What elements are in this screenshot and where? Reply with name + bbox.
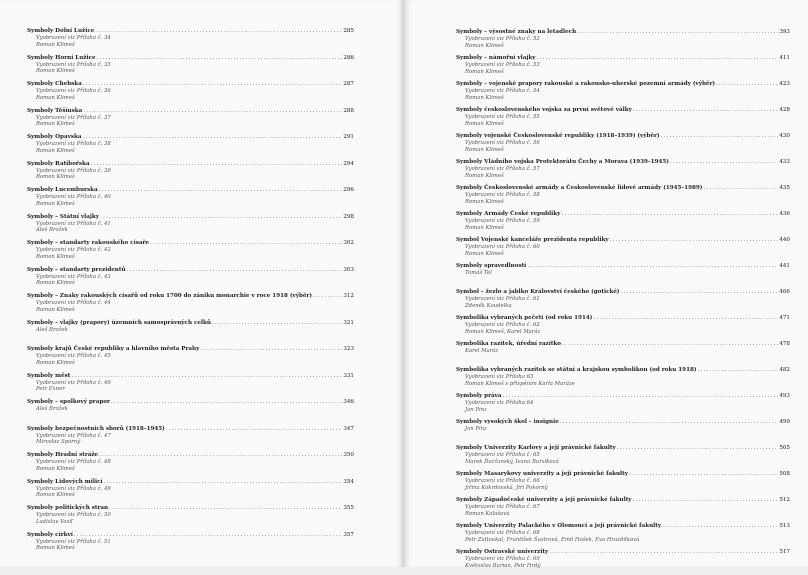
toc-entry xyxy=(456,237,790,263)
entry-title: Symboly – vlajky (prapory) územních samosprávných celků xyxy=(27,319,211,326)
entry-author: Roman Klimeš xyxy=(36,545,75,552)
page-number: 513 xyxy=(779,523,790,529)
entry-author: Roman Klimeš xyxy=(36,121,75,128)
entry-author: Roman Klimeš xyxy=(36,253,75,260)
page-number: 285 xyxy=(343,28,354,34)
dot-leader xyxy=(633,497,779,504)
toc-entry xyxy=(456,471,790,497)
entry-author: Roman Klimeš xyxy=(36,41,75,48)
entry-note: Vyobrazení viz Příloha č. 39 xyxy=(36,167,111,174)
entry-note: Vyobrazení viz Příloha č. 61 xyxy=(465,296,540,303)
dot-leader xyxy=(503,393,779,400)
entry-title: Symboly měst xyxy=(27,372,71,379)
entry-note: Vyobrazení viz Příloha č. 34 xyxy=(36,35,111,42)
page-number: 512 xyxy=(779,497,790,503)
toc-entry-row xyxy=(27,320,354,327)
entry-title: Symboly Ratibořska xyxy=(27,160,90,167)
entry-title: Symboly Ostravské univerzity xyxy=(456,549,549,555)
entry-note: Vyobrazení viz Příloha č. 40 xyxy=(36,194,111,201)
entry-title: Symboly – výsostné znaky na letadlech xyxy=(456,29,577,35)
dot-leader xyxy=(212,320,342,327)
entry-title: Symboly – spolkový prapor xyxy=(27,399,110,405)
toc-entry-row xyxy=(27,399,354,406)
entry-note: Vyobrazení viz Příloha č. 59 xyxy=(465,218,540,225)
entry-author: Roman Klimeš xyxy=(36,200,75,207)
entry-title: Symboly – standarty rakouského císaře xyxy=(27,240,149,246)
page-number: 482 xyxy=(779,367,790,373)
page-number: 331 xyxy=(343,372,354,379)
entry-title: Symboly krajů České republiky a hlavního města Prahy xyxy=(27,346,200,352)
page-number: 393 xyxy=(779,29,790,35)
toc-entry-row xyxy=(27,267,354,274)
entry-author: Roman Klimeš xyxy=(36,174,75,181)
table-of-contents-left xyxy=(27,28,354,558)
entry-note: Vyobrazení viz Příloha č. 46 xyxy=(36,379,111,386)
entry-author: Roman Klimeš xyxy=(465,146,504,153)
entry-note: Vyobrazení viz Příloha č. 45 xyxy=(36,353,111,360)
entry-title: Symboly Hradní stráže xyxy=(27,452,99,458)
entry-author: Roman Kalašová xyxy=(465,510,510,517)
toc-entry xyxy=(27,399,354,426)
entry-note: Vyobrazení viz Příloha 63 xyxy=(465,374,534,381)
entry-note: Vyobrazení viz Příloha č. 57 xyxy=(465,166,540,173)
entry-title: Symboly Lidových milicí xyxy=(27,478,103,485)
dot-leader xyxy=(633,107,778,114)
entry-note: Vyobrazení viz Příloha č. 51 xyxy=(36,538,111,545)
toc-entry-row xyxy=(27,108,354,115)
page-number: 294 xyxy=(343,160,354,167)
toc-entry xyxy=(456,55,790,81)
entry-author: Roman Klimeš xyxy=(36,280,75,287)
entry-author: Tomáš Tel xyxy=(465,270,492,277)
page-number: 291 xyxy=(343,134,354,140)
page-number: 508 xyxy=(779,471,790,477)
toc-entry xyxy=(456,29,790,55)
entry-author: Roman Klimeš xyxy=(36,492,75,499)
entry-note: Vyobrazení viz Příloha č. 65 xyxy=(465,452,540,459)
entry-note: Vyobrazení viz Příloha č. 47 xyxy=(36,432,111,439)
entry-author: Jan Pinz xyxy=(465,426,487,433)
dot-leader xyxy=(99,452,342,459)
entry-note: Vyobrazení viz Příloha č. 49 xyxy=(36,485,111,492)
entry-note: Vyobrazení viz Příloha č. 60 xyxy=(465,244,540,251)
dot-leader xyxy=(661,133,779,140)
dot-leader xyxy=(95,28,342,35)
entry-title: Symboly – Znaky rakouských císařů od roku 1700 do zániku monarchie v roce 1918 (výběr) xyxy=(27,293,313,299)
entry-note: Vyobrazení viz Příloha č. 44 xyxy=(36,300,111,307)
dot-leader xyxy=(100,214,342,221)
page-number: 499 xyxy=(779,419,790,425)
toc-entry xyxy=(27,108,354,135)
entry-author: Aleš Brožek xyxy=(36,326,68,333)
entry-title: Symboly – námořní vlajky xyxy=(456,55,536,61)
dot-leader xyxy=(313,293,342,300)
entry-author: Roman Klimeš xyxy=(36,465,75,472)
toc-entry xyxy=(456,341,790,367)
entry-note: Vyobrazení viz Příloha č. 36 xyxy=(36,88,111,95)
dot-leader xyxy=(577,29,778,36)
toc-entry-row xyxy=(27,214,354,221)
page-number: 296 xyxy=(343,187,354,193)
dot-leader xyxy=(150,240,342,247)
page-number: 493 xyxy=(779,393,790,399)
dot-leader xyxy=(71,373,342,380)
entry-title: Symboly bezpečnostních sborů (1918–1945) xyxy=(27,425,165,432)
toc-entry xyxy=(456,263,790,289)
dot-leader xyxy=(166,426,342,433)
entry-title: Symboly vysokých škol – insignie xyxy=(456,419,559,425)
entry-author: Karel Maráz xyxy=(465,348,499,355)
entry-title: Symboly Západočeské univerzity a její právnické fakulty xyxy=(456,497,632,503)
entry-title: Symboly Armády České republiky xyxy=(456,211,561,217)
entry-author: Roman Klimeš xyxy=(465,224,504,231)
entry-note: Vyobrazení viz Příloha č. 69 xyxy=(465,556,540,563)
toc-entry xyxy=(456,289,790,315)
entry-author: Roman Klimeš xyxy=(465,172,504,179)
toc-entry xyxy=(456,315,790,341)
toc-entry-row xyxy=(456,341,790,348)
dot-leader xyxy=(200,346,342,353)
page-number: 411 xyxy=(779,55,790,61)
dot-leader xyxy=(91,161,343,168)
entry-title: Symboly práva xyxy=(456,393,502,399)
toc-entry-row xyxy=(27,161,354,168)
entry-title: Symboly Lucemburska xyxy=(27,187,98,193)
dot-leader xyxy=(97,55,343,62)
entry-title: Symboly církví xyxy=(27,531,73,538)
entry-title: Symbolika vybraných pečetí (od roku 1914) xyxy=(456,315,593,321)
toc-entry xyxy=(27,346,354,373)
page-number: 505 xyxy=(779,445,790,451)
entry-author: Roman Klimeš xyxy=(36,94,75,101)
entry-note: Vyobrazení viz Příloha 64 xyxy=(465,400,534,407)
toc-entry-row xyxy=(456,419,790,426)
entry-note: Vyobrazení viz Příloha č. 54 xyxy=(465,88,540,95)
dot-leader xyxy=(527,263,778,270)
entry-author: Miroslav Sparný xyxy=(36,439,81,446)
page-number: 440 xyxy=(779,237,790,243)
toc-entry xyxy=(27,267,354,294)
toc-entry xyxy=(27,452,354,479)
entry-title: Symboly Opavska xyxy=(27,134,82,140)
page-number: 355 xyxy=(343,505,354,511)
page-number: 288 xyxy=(343,107,354,114)
entry-author: Roman Klimeš xyxy=(465,198,504,205)
entry-note: Vyobrazení viz Příloha č. 66 xyxy=(465,478,540,485)
page-number: 357 xyxy=(343,531,354,538)
entry-author: Květoslav Burian, Petr Hrdý xyxy=(465,562,541,569)
toc-entry-row xyxy=(456,263,790,270)
dot-leader xyxy=(617,445,779,452)
toc-entry xyxy=(27,55,354,82)
entry-note: Vyobrazení viz Příloha č. 68 xyxy=(465,530,540,537)
toc-entry xyxy=(27,426,354,453)
dot-leader xyxy=(670,159,778,166)
entry-note: Vyobrazení viz Příloha č. 62 xyxy=(465,322,540,329)
entry-note: Vyobrazení viz Příloha č. 50 xyxy=(36,512,111,519)
left-page xyxy=(0,0,404,567)
table-of-contents-right xyxy=(456,29,790,575)
entry-title: Symboly Chebska xyxy=(27,81,82,87)
toc-entry xyxy=(27,505,354,532)
dot-leader xyxy=(83,81,343,88)
entry-author: Roman Klimeš xyxy=(36,68,75,75)
toc-entry xyxy=(456,367,790,393)
entry-author: Roman Klimeš xyxy=(36,306,75,313)
entry-author: Roman Klimeš xyxy=(465,42,504,49)
page-number: 312 xyxy=(343,293,354,299)
dot-leader xyxy=(621,289,779,296)
entry-author: Petr Zatloukal, František Šustrová, Emil Hošek, Eva Hrazdílková xyxy=(465,536,640,543)
entry-note: Vyobrazení viz Příloha č. 42 xyxy=(36,247,111,254)
toc-entry xyxy=(456,133,790,159)
page-number: 354 xyxy=(343,478,354,485)
dot-leader xyxy=(703,185,778,192)
entry-title: Symboly – vojenské prapory rakouské a rakousko-uherské pozemní armády (výběr) xyxy=(456,81,716,87)
toc-entry-row xyxy=(27,55,354,62)
page-number: 441 xyxy=(779,263,790,269)
entry-title: Symboly Univerzity Palackého v Olomouci a její právnické fakulty xyxy=(456,523,662,529)
dot-leader xyxy=(83,108,342,115)
toc-entry xyxy=(27,532,354,559)
entry-author: Roman Klimeš xyxy=(465,94,504,101)
entry-author: Jiřina Kokrdovská, Jiří Pokorný xyxy=(465,484,548,491)
entry-note: Vyobrazení viz Příloha č. 41 xyxy=(36,220,111,227)
entry-title: Symboly Vládního vojska Protektorátu Čechy a Morava (1939–1945) xyxy=(456,159,669,165)
dot-leader xyxy=(629,471,778,478)
toc-entry xyxy=(456,211,790,237)
entry-author: Jan Pinz xyxy=(465,406,487,413)
page-number: 347 xyxy=(343,425,354,432)
entry-author: Marek Ďurčanský, Ivana Bursíková xyxy=(465,458,559,465)
entry-note: Vyobrazení viz Příloha č. 37 xyxy=(36,114,111,121)
entry-note: Vyobrazení viz Příloha č. 38 xyxy=(36,141,111,148)
entry-note: Vyobrazení viz Příloha č. 55 xyxy=(465,114,540,121)
dot-leader xyxy=(111,399,342,406)
dot-leader xyxy=(82,134,342,141)
page-number: 302 xyxy=(343,240,354,246)
right-page xyxy=(404,0,808,567)
toc-entry xyxy=(27,320,354,347)
entry-title: Symboly československého vojska za první světové války xyxy=(456,107,632,113)
dot-leader xyxy=(127,267,343,274)
toc-entry xyxy=(27,28,354,55)
page-number: 346 xyxy=(343,399,354,405)
entry-author: Petr Exner xyxy=(36,386,65,393)
toc-entry xyxy=(456,497,790,523)
toc-entry-row xyxy=(27,426,354,433)
dot-leader xyxy=(610,237,779,244)
toc-entry-row xyxy=(27,532,354,539)
entry-note: Vyobrazení viz Příloha č. 58 xyxy=(465,192,540,199)
toc-entry xyxy=(456,419,790,445)
dot-leader xyxy=(662,523,778,530)
entry-author: Roman Klimeš xyxy=(465,250,504,257)
page-number: 433 xyxy=(779,159,790,165)
entry-author: Roman Klimeš s přispěním Karla Maráze xyxy=(465,380,575,387)
page-number: 321 xyxy=(343,319,354,326)
dot-leader xyxy=(562,341,778,348)
entry-title: Symboly – Státní vlajky xyxy=(27,213,100,220)
toc-entry xyxy=(456,107,790,133)
page-number: 286 xyxy=(343,54,354,61)
toc-entry xyxy=(27,214,354,241)
toc-entry xyxy=(456,185,790,211)
entry-author: Roman Klimeš xyxy=(36,359,75,366)
entry-note: Vyobrazení viz Příloha č. 56 xyxy=(465,140,540,147)
dot-leader xyxy=(716,81,778,88)
page-number: 466 xyxy=(779,289,790,295)
entry-title: Symboly Dolní Lužice xyxy=(27,28,95,34)
page-number: 436 xyxy=(779,211,790,217)
page-number: 471 xyxy=(779,315,790,321)
dot-leader xyxy=(560,419,779,426)
entry-author: Roman Klimeš xyxy=(465,120,504,127)
page-number: 478 xyxy=(779,341,790,347)
entry-author: Zdeněk Koudelka xyxy=(465,302,512,309)
toc-entry-row xyxy=(27,479,354,486)
toc-entry xyxy=(456,549,790,575)
dot-leader xyxy=(104,479,343,486)
toc-entry xyxy=(27,81,354,108)
entry-title: Symboly spravedlnosti xyxy=(456,263,527,269)
toc-entry xyxy=(456,445,790,471)
entry-note: Vyobrazení viz Příloha č. 43 xyxy=(36,273,111,280)
page-number: 423 xyxy=(779,81,790,87)
toc-entry-row xyxy=(27,373,354,380)
entry-title: Symbolika vybraných razítek se státní a krajskou symbolikou (od roku 1918) xyxy=(456,367,697,373)
entry-title: Symboly Masarykovy univerzity a její právnické fakulty xyxy=(456,471,629,477)
toc-entry xyxy=(456,393,790,419)
dot-leader xyxy=(537,55,779,62)
entry-author: Aleš Brožek xyxy=(36,406,68,413)
entry-author: Roman Klimeš, Karel Maráz xyxy=(465,328,541,335)
page-number: 435 xyxy=(779,185,790,191)
page-number: 287 xyxy=(343,81,354,87)
entry-note: Vyobrazení viz Příloha č. 35 xyxy=(36,61,111,68)
dot-leader xyxy=(74,532,342,539)
page-number: 303 xyxy=(343,266,354,273)
entry-author: Ladislav Vasiľ xyxy=(36,518,74,525)
page-number: 428 xyxy=(779,107,790,113)
entry-title: Symbol – žezlo a jablko Království českého (gotické) xyxy=(456,289,620,295)
dot-leader xyxy=(99,187,343,194)
dot-leader xyxy=(698,367,779,374)
entry-note: Vyobrazení viz Příloha č. 52 xyxy=(465,36,540,43)
entry-title: Symboly Těšínska xyxy=(27,107,83,114)
dot-leader xyxy=(109,505,342,512)
entry-title: Symboly Horní Lužice xyxy=(27,54,96,61)
entry-note: Vyobrazení viz Příloha č. 67 xyxy=(465,504,540,511)
toc-entry xyxy=(456,159,790,185)
toc-entry xyxy=(27,134,354,161)
page-number: 323 xyxy=(343,346,354,352)
toc-entry xyxy=(27,293,354,320)
toc-entry xyxy=(27,240,354,267)
toc-entry xyxy=(27,161,354,188)
entry-title: Symboly politických stran xyxy=(27,505,109,511)
entry-title: Symboly – standarty prezidentů xyxy=(27,266,126,273)
entry-note: Vyobrazení viz Příloha č. 48 xyxy=(36,459,111,466)
toc-entry xyxy=(27,187,354,214)
entry-title: Symboly Československé armády a Československé lidové armády (1945–1989) xyxy=(456,185,703,191)
toc-entry xyxy=(27,373,354,400)
entry-title: Symboly Univerzity Karlovy a její právnické fakulty xyxy=(456,445,616,451)
entry-title: Symboly vojenské Československé republiky (1918–1939) (výběr) xyxy=(456,133,660,139)
toc-entry xyxy=(456,81,790,107)
entry-author: Aleš Brožek xyxy=(36,227,68,234)
entry-title: Symbol Vojenské kanceláře prezidenta republiky xyxy=(456,237,609,243)
dot-leader xyxy=(561,211,778,218)
toc-entry xyxy=(27,479,354,506)
dot-leader xyxy=(549,549,778,556)
page-number: 298 xyxy=(343,213,354,220)
entry-author: Roman Klimeš xyxy=(36,147,75,154)
page-number: 350 xyxy=(343,452,354,458)
entry-note: Vyobrazení viz Příloha č. 53 xyxy=(465,62,540,69)
entry-author: Roman Klimeš xyxy=(465,68,504,75)
page-number: 430 xyxy=(779,133,790,139)
page-number: 517 xyxy=(779,549,790,555)
dot-leader xyxy=(593,315,778,322)
toc-entry xyxy=(456,523,790,549)
entry-title: Symbolika razítek, úřední razítko xyxy=(456,341,562,347)
